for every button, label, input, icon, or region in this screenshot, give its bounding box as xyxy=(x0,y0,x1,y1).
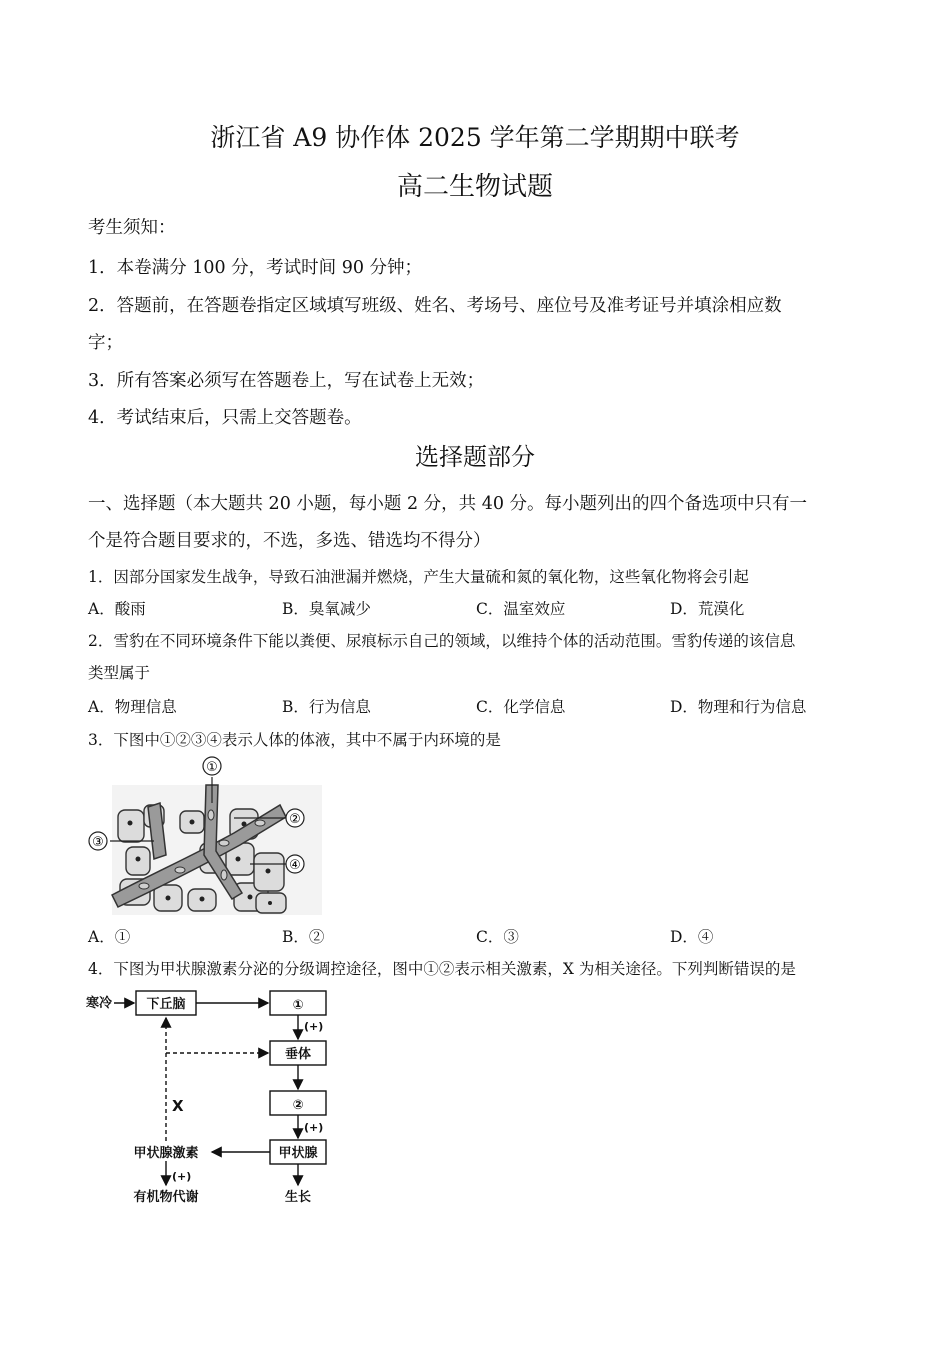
q3-option-a: A．① xyxy=(88,928,131,946)
diagram-x-label: X xyxy=(172,1097,184,1115)
question-1-stem: 1．因部分国家发生战争，导致石油泄漏并燃烧，产生大量硫和氮的氧化物，这些氧化物将会引起 xyxy=(88,568,749,586)
section-title: 选择题部分 xyxy=(415,443,535,471)
q1-option-b: B．臭氧减少 xyxy=(282,600,371,618)
notice-item-4: 4．考试结束后，只需上交答题卷。 xyxy=(88,408,362,428)
question-3-stem: 3．下图中①②③④表示人体的体液，其中不属于内环境的是 xyxy=(88,731,501,749)
diagram-plus-3: (+) xyxy=(172,1170,192,1183)
figure-label-3: ③ xyxy=(92,835,104,850)
question-4-stem: 4．下图为甲状腺激素分泌的分级调控途径，图中①②表示相关激素，X 为相关途径。下列判断错误的是 xyxy=(88,960,796,978)
notice-item-2: 2．答题前，在答题卷指定区域填写班级、姓名、考场号、座位号及准考证号并填涂相应数 xyxy=(88,296,782,316)
diagram-thyroid-hormone: 甲状腺激素 xyxy=(133,1146,199,1161)
diagram-plus-2: (+) xyxy=(304,1121,324,1134)
notice-item-2-cont: 字； xyxy=(88,333,123,353)
q2-option-d: D．物理和行为信息 xyxy=(670,698,807,716)
diagram-hypothalamus: 下丘脑 xyxy=(146,997,186,1012)
diagram-hormone-1: ① xyxy=(292,998,304,1013)
notice-heading: 考生须知： xyxy=(88,218,176,238)
diagram-growth: 生长 xyxy=(284,1190,312,1205)
exam-subtitle: 高二生物试题 xyxy=(396,172,553,202)
diagram-metabolism: 有机物代谢 xyxy=(133,1190,199,1205)
question-2-stem-cont: 类型属于 xyxy=(88,664,151,682)
exam-title: 浙江省 A9 协作体 2025 学年第二学期期中联考 xyxy=(210,123,740,152)
body-fluid-figure xyxy=(84,755,324,920)
q3-option-c: C．③ xyxy=(476,928,519,946)
q2-option-a: A．物理信息 xyxy=(88,698,177,716)
figure-label-1: ① xyxy=(206,760,218,775)
figure-label-2: ② xyxy=(289,812,301,827)
diagram-pituitary: 垂体 xyxy=(284,1047,312,1062)
q2-option-c: C．化学信息 xyxy=(476,698,566,716)
notice-item-3: 3．所有答案必须写在答题卷上，写在试卷上无效； xyxy=(88,371,485,391)
q2-option-b: B．行为信息 xyxy=(282,698,371,716)
diagram-thyroid: 甲状腺 xyxy=(278,1146,318,1161)
section-intro-1: 一、选择题（本大题共 20 小题，每小题 2 分，共 40 分。每小题列出的四个备选项中只有一 xyxy=(88,494,808,514)
figure-label-4: ④ xyxy=(289,858,301,873)
section-intro-2: 个是符合题目要求的，不选，多选、错选均不得分） xyxy=(88,531,491,551)
q1-option-a: A．酸雨 xyxy=(88,600,146,618)
diagram-cold: 寒冷 xyxy=(86,996,113,1011)
q1-option-d: D．荒漠化 xyxy=(670,600,745,618)
notice-item-1: 1．本卷满分 100 分，考试时间 90 分钟； xyxy=(88,258,423,278)
q3-option-b: B．② xyxy=(282,928,325,946)
diagram-plus-1: (+) xyxy=(304,1020,324,1033)
thyroid-regulation-diagram xyxy=(84,985,364,1215)
diagram-hormone-2: ② xyxy=(292,1098,304,1113)
q3-option-d: D．④ xyxy=(670,928,714,946)
q1-option-c: C．温室效应 xyxy=(476,600,566,618)
question-2-stem: 2．雪豹在不同环境条件下能以粪便、尿痕标示自己的领域，以维持个体的活动范围。雪豹传递的该信息 xyxy=(88,632,796,650)
